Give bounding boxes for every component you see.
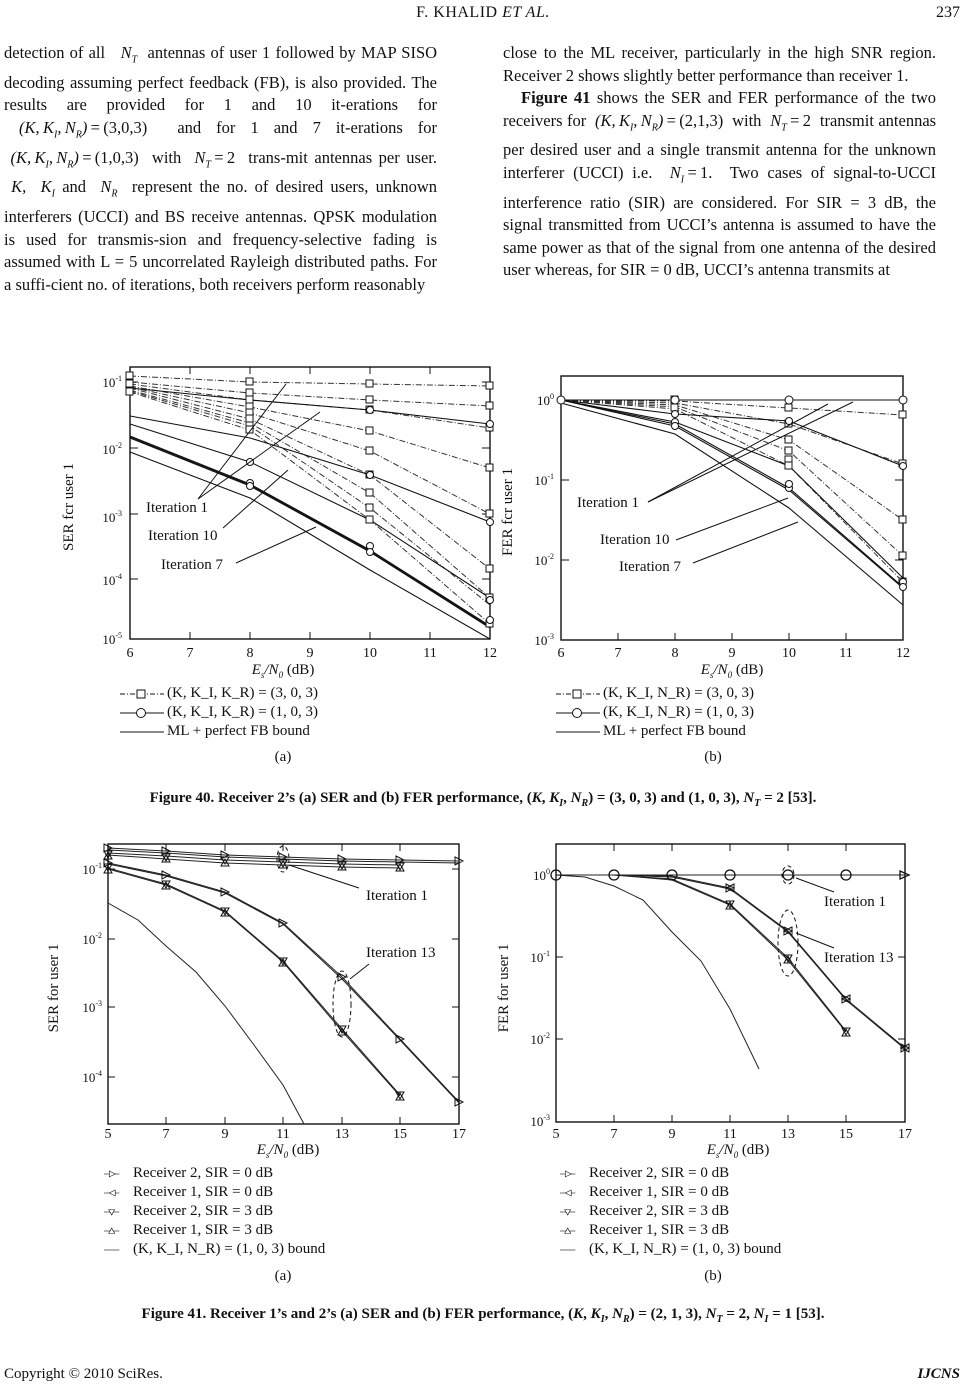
svg-text:8: 8 xyxy=(671,646,679,660)
svg-text:9: 9 xyxy=(668,1127,676,1140)
fig40a-ylabel: SER fcr user 1 xyxy=(61,463,77,551)
legend-item: (K, K_I, N_R) = (1, 0, 3) xyxy=(556,703,754,722)
math-tuple-2: (K, $K_I$, $N_R) = (1,0,3)$ xyxy=(4,147,139,170)
svg-text:17: 17 xyxy=(452,1127,466,1140)
math-nt: $N_T$ xyxy=(110,43,138,66)
svg-text:10-3: $10^{-3}$ xyxy=(82,999,102,1015)
svg-text:7: 7 xyxy=(162,1127,170,1140)
triangle-up-icon xyxy=(104,1224,130,1238)
fig40a-annotation-iter10: Iteration 10 xyxy=(148,528,218,544)
fig40a-annotation-iter1: Iteration 1 xyxy=(146,500,209,516)
legend-item: Receiver 2, SIR = 3 dB xyxy=(560,1202,781,1221)
fig41a-annotation-iter1: Iteration 1 xyxy=(366,888,429,904)
right-paragraph-2: Figure 41 shows the SER and FER performance of the two receivers for (K, $K_I$, $N_R) = (2,1,3)$ with $N_T = 2$ transmit antennas per desired user and a single transmit antenna for the unknown interferer (UCCI) i.e. $N_I = 1$. Two cases of signal-to-UCCI interference ratio (SIR) are considered. For SIR = 3 dB, the signal transmitted from UCCI’s antenna is assumed to have the same power as that of the signal from one antenna of the desired user whereas, for SIR = 0 dB, UCCI’s antenna transmits at xyxy=(503,88,937,280)
svg-text:13: 13 xyxy=(781,1127,795,1140)
legend-item: Receiver 1, SIR = 0 dB xyxy=(560,1183,781,1202)
svg-text:10-2: $10^{-2}$ xyxy=(82,931,102,947)
fig41b-xlabel: $E_s/N_0$ (dB) xyxy=(706,1142,770,1160)
figure-40-caption: Figure 40. Receiver 2’s (a) SER and (b) FER performance, (K, $K_I$, $N_R) = (3$, 0, 3) and (1, 0, 3), $N_T = 2$ [53]. xyxy=(149,790,817,809)
fig41a-annotation-iter13: Iteration 13 xyxy=(366,945,436,961)
triangle-left-icon xyxy=(560,1186,586,1200)
journal-name: IJCNS xyxy=(917,1366,960,1382)
legend-item: (K, K_I, N_R) = (1, 0, 3) bound xyxy=(104,1240,325,1259)
svg-text:6: 6 xyxy=(126,646,134,660)
svg-text:10-2: $10^{-2}$ xyxy=(102,441,122,457)
triangle-down-icon xyxy=(560,1205,586,1219)
fig41a-legend xyxy=(104,1164,325,1259)
left-paragraph: detection of all $N_T$ antennas of user 1 followed by MAP SISO decoding assuming perfect feedback (FB), is also provided. The results are provided for 1 and 10 it-erations for (K, $K_I$, $N_R) = (3,0,3)$ and for 1 and 7 it-erations for (K, $K_I$, $N_R) = (1,0,3)$ with $N_T = 2$ trans-mit antennas per user. K, $K_I$ and $N_R$ represent the no. of desired users, unknown interferers (UCCI) and BS receive antennas. QPSK modulation is used for transmis-sion and frequency-selective fading is assumed with L = 5 uncorrelated Rayleigh distributed paths. For a suffi-cient no. of iterations, both receivers perform reasonably xyxy=(4,43,438,294)
running-header xyxy=(0,4,966,22)
legend-item: Receiver 1, SIR = 3 dB xyxy=(104,1221,325,1240)
legend-item: (K, K_I, N_R) = (1, 0, 3) bound xyxy=(560,1240,781,1259)
svg-text:10-3: $10^{-3}$ xyxy=(534,632,554,648)
legend-item: (K, K_I, K_R) = (3, 0, 3) xyxy=(120,684,318,703)
fig41a-markers xyxy=(104,844,463,1106)
svg-text:10-2: $10^{-2}$ xyxy=(534,552,554,568)
svg-text:11: 11 xyxy=(839,646,853,660)
svg-text:11: 11 xyxy=(723,1127,737,1140)
svg-text:12: 12 xyxy=(483,646,497,660)
fig40b-annotation-iter7: Iteration 7 xyxy=(619,559,682,575)
svg-text:10-1: $10^{-1}$ xyxy=(82,861,102,877)
svg-text:5: 5 xyxy=(552,1127,560,1140)
fig41b-annotation-iter1: Iteration 1 xyxy=(824,894,887,910)
right-paragraph-1: close to the ML receiver, particularly in the high SNR region. Receiver 2 shows slightly better performance than receiver 1. xyxy=(503,43,936,85)
svg-text:13: 13 xyxy=(335,1127,349,1140)
svg-text:7: 7 xyxy=(614,646,622,660)
svg-text:15: 15 xyxy=(393,1127,407,1140)
svg-text:8: 8 xyxy=(246,646,254,660)
copyright-notice: Copyright © 2010 SciRes. xyxy=(4,1366,163,1382)
legend-item: Receiver 2, SIR = 3 dB xyxy=(104,1202,325,1221)
math-tuple-1: (K, $K_I$, $N_R) = (3,0,3)$ xyxy=(4,117,148,141)
legend-item: Receiver 2, SIR = 0 dB xyxy=(104,1164,325,1183)
header-authors: F. KHALID xyxy=(416,4,498,21)
svg-text:10-3: $10^{-3}$ xyxy=(530,1113,550,1129)
svg-text:5: 5 xyxy=(104,1127,112,1140)
fig40b-ylabel: FER fcr user 1 xyxy=(500,468,516,556)
math-nt-eq: $N_T = 2$ xyxy=(187,147,236,170)
legend-item: Receiver 1, SIR = 0 dB xyxy=(104,1183,325,1202)
svg-text:10-4: $10^{-4}$ xyxy=(82,1069,102,1085)
fig41b-annotation-iter13: Iteration 13 xyxy=(824,950,894,966)
fig41b-label: (b) xyxy=(704,1268,722,1284)
triangle-up-icon xyxy=(560,1224,586,1238)
dashdot-square-icon xyxy=(120,687,164,701)
fig40b-annotation-iter10: Iteration 10 xyxy=(600,532,670,548)
svg-text:10-1: $10^{-1}$ xyxy=(102,374,122,390)
fig40b-annotation-iter1: Iteration 1 xyxy=(577,495,640,511)
solid-line-icon xyxy=(104,1243,130,1257)
figure-41-caption: Figure 41. Receiver 1’s and 2’s (a) SER and (b) FER performance, (K, $K_I$, $N_R) = (2$, 1, 3), $N_T = 2$, $N_I = 1$ [53]. xyxy=(141,1306,825,1325)
svg-text:100: $10^0$ xyxy=(533,867,550,883)
svg-text:11: 11 xyxy=(276,1127,290,1140)
figure-40b-chart xyxy=(498,362,938,660)
left-text-column xyxy=(4,42,437,296)
math-nt-eq-2: $N_T = 2$ xyxy=(765,110,812,133)
svg-text:15: 15 xyxy=(839,1127,853,1140)
dashdot-square-icon xyxy=(556,687,600,701)
svg-text:17: 17 xyxy=(898,1127,912,1140)
triangle-left-icon xyxy=(104,1186,130,1200)
fig41b-legend xyxy=(560,1164,781,1259)
figure-41b-chart xyxy=(494,838,934,1140)
fig40b-xlabel: $E_s/N_0$ (dB) xyxy=(700,662,764,680)
figure-41-reference[interactable]: Figure 41 xyxy=(521,88,591,107)
fig40a-label: (a) xyxy=(274,749,292,765)
fig40a-xlabel: $E_s/N_0$ (dB) xyxy=(251,662,315,680)
triangle-right-icon xyxy=(560,1167,586,1181)
svg-text:7: 7 xyxy=(186,646,194,660)
page-number: 237 xyxy=(936,4,960,21)
figure-40a-chart xyxy=(58,362,498,660)
svg-text:9: 9 xyxy=(728,646,736,660)
triangle-right-icon xyxy=(104,1167,130,1181)
fig41a-label: (a) xyxy=(274,1268,292,1284)
fig41a-ylabel: SER for user 1 xyxy=(46,943,62,1033)
solid-line-icon xyxy=(560,1243,586,1257)
fig40a-legend xyxy=(120,684,318,741)
fig41b-ylabel: FER for user 1 xyxy=(496,943,512,1033)
header-etal: ET AL. xyxy=(502,4,550,21)
svg-text:9: 9 xyxy=(221,1127,229,1140)
svg-text:11: 11 xyxy=(423,646,437,660)
legend-item: (K, K_I, N_R) = (3, 0, 3) xyxy=(556,684,754,703)
fig40b-legend xyxy=(556,684,754,741)
solid-line-icon xyxy=(556,725,600,739)
svg-text:12: 12 xyxy=(896,646,910,660)
svg-text:10-5: $10^{-5}$ xyxy=(102,631,122,647)
svg-text:10-3: $10^{-3}$ xyxy=(102,509,122,525)
svg-text:10: 10 xyxy=(782,646,796,660)
solid-line-icon xyxy=(120,725,164,739)
legend-item: ML + perfect FB bound xyxy=(120,722,318,741)
svg-text:9: 9 xyxy=(306,646,314,660)
legend-item: ML + perfect FB bound xyxy=(556,722,754,741)
math-tuple-3: (K, $K_I$, $N_R) = (2,1,3)$ xyxy=(590,110,724,133)
math-k-ki-nr: K, $K_I$ and $N_R$ xyxy=(4,177,118,200)
svg-text:100: $10^0$ xyxy=(537,392,554,408)
right-text-column xyxy=(503,42,936,282)
math-ni-eq: $N_I = 1$. xyxy=(661,162,713,186)
svg-text:10: 10 xyxy=(363,646,377,660)
fig40b-label: (b) xyxy=(704,749,722,765)
legend-item: Receiver 1, SIR = 3 dB xyxy=(560,1221,781,1240)
svg-text:7: 7 xyxy=(610,1127,618,1140)
triangle-down-icon xyxy=(104,1205,130,1219)
fig40a-annotation-iter7: Iteration 7 xyxy=(161,557,224,573)
solid-circle-icon xyxy=(120,706,164,720)
figure-41a-chart xyxy=(44,838,484,1140)
fig41a-xlabel: $E_s/N_0$ (dB) xyxy=(256,1142,320,1160)
svg-text:10-2: $10^{-2}$ xyxy=(530,1031,550,1047)
legend-item: (K, K_I, K_R) = (1, 0, 3) xyxy=(120,703,318,722)
svg-text:6: 6 xyxy=(557,646,565,660)
legend-item: Receiver 2, SIR = 0 dB xyxy=(560,1164,781,1183)
svg-text:10-4: $10^{-4}$ xyxy=(102,572,122,588)
svg-text:10-1: $10^{-1}$ xyxy=(530,949,550,965)
svg-text:10-1: $10^{-1}$ xyxy=(534,472,554,488)
solid-circle-icon xyxy=(556,706,600,720)
